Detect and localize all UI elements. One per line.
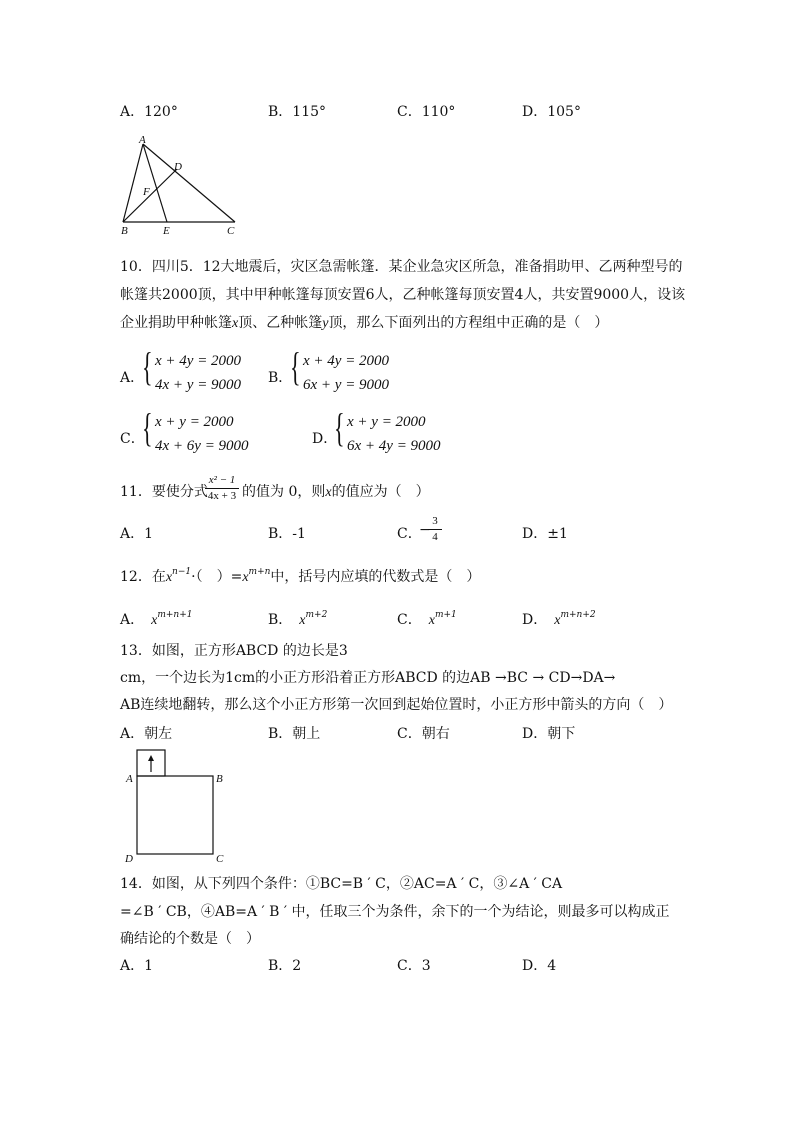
q11-text-b: 的值为 0，则x的值应为（ ） (242, 484, 430, 500)
label-e: E (163, 225, 170, 237)
q12-stem: 12．在$x^{n-1}\cdot$（ ）$=x^{m+n}$中，括号内应填的代数式是（ ） (120, 567, 481, 585)
q14-line-1: 14．如图，从下列四个条件：①BC=B ′ C，②AC=A ′ C，③∠A ′ CA (120, 876, 563, 892)
q13-option-b[interactable]: B．朝上 (268, 726, 321, 742)
label-a: A (126, 773, 133, 785)
q9-option-b[interactable]: B．115° (268, 104, 327, 120)
q10-line-2: 帐篷共2000顶，其中甲种帐篷每顶安置6人，乙种帐篷每顶安置4人，共安置9000人，设该 (120, 287, 686, 303)
q10-option-b-label[interactable]: B． (268, 370, 293, 386)
label-d: D (174, 161, 182, 173)
q14-line-2: =∠B ′ CB，④AB=A ′ B ′ 中，任取三个为条件，余下的一个为结论，则最多可以构成正 (120, 904, 670, 920)
q14-option-b[interactable]: B．2 (268, 958, 302, 974)
q9-option-c[interactable]: C．110° (397, 104, 456, 120)
q11-option-d[interactable]: D．±1 (522, 526, 568, 542)
q12-option-c[interactable]: C． $x^{m+1}$ (397, 610, 457, 628)
line-ac (143, 144, 235, 222)
q10-option-c-system[interactable]: { x + y = 2000 4x + 6y = 9000 (142, 405, 249, 454)
label-c: C (216, 853, 224, 865)
line-bd (123, 169, 177, 222)
label-c: C (227, 225, 235, 237)
q13-line-1: 13．如图，正方形ABCD 的边长是3 (120, 643, 348, 659)
q12-option-a[interactable]: A． $x^{m+n+1}$ (120, 610, 193, 628)
q12-option-d[interactable]: D． $x^{m+n+2}$ (522, 610, 596, 628)
label-f: F (143, 186, 150, 198)
label-d: D (125, 853, 133, 865)
q13-square-figure (120, 748, 232, 866)
q10-line-3: 企业捐助甲种帐篷x顶、乙种帐篷y顶，那么下面列出的方程组中正确的是（ ） (120, 315, 609, 331)
q14-line-3: 确结论的个数是（ ） (120, 931, 260, 947)
q11-fraction: x² − 1 4x + 3 (205, 474, 239, 503)
q11-text-a: 11．要使分式 (120, 484, 208, 500)
large-square (137, 776, 213, 854)
q11-option-a[interactable]: A．1 (120, 526, 154, 542)
q14-option-a[interactable]: A．1 (120, 958, 154, 974)
q9-option-a[interactable]: A．120° (120, 104, 178, 120)
q9-option-d[interactable]: D．105° (522, 104, 581, 120)
q10-option-d-system[interactable]: { x + y = 2000 6x + 4y = 9000 (334, 405, 441, 454)
q11-option-c-label[interactable]: C． (397, 526, 422, 542)
q14-option-d[interactable]: D．4 (522, 958, 557, 974)
q10-option-c-label[interactable]: C． (120, 431, 145, 447)
q13-option-c[interactable]: C．朝右 (397, 726, 450, 742)
label-b: B (121, 225, 128, 237)
q11-option-c-sign: − (419, 522, 431, 538)
q10-option-a-system[interactable]: { x + 4y = 2000 4x + y = 9000 (142, 344, 242, 393)
q10-option-d-label[interactable]: D． (312, 431, 338, 447)
label-a: A (139, 134, 146, 146)
q12-option-b[interactable]: B． $x^{m+2}$ (268, 610, 328, 628)
q13-option-d[interactable]: D．朝下 (522, 726, 576, 742)
label-b: B (216, 773, 223, 785)
up-arrow-icon (148, 755, 154, 772)
line-ab (123, 144, 143, 222)
q11-option-c-fraction[interactable]: 3 4 (428, 515, 442, 544)
q13-line-3: AB连续地翻转，那么这个小正方形第一次回到起始位置时，小正方形中箭头的方向（ ） (120, 697, 673, 713)
q13-option-a[interactable]: A．朝左 (120, 726, 173, 742)
q13-line-2: cm，一个边长为1cm的小正方形沿着正方形ABCD 的边AB →BC → CD→DA→ (120, 670, 616, 686)
q9-triangle-figure (115, 130, 250, 238)
q10-option-a-label[interactable]: A． (120, 370, 145, 386)
q14-option-c[interactable]: C．3 (397, 958, 431, 974)
q10-line-1: 10．四川5．12大地震后，灾区急需帐篷．某企业急灾区所急，准备捐助甲、乙两种型号的 (120, 259, 683, 275)
q11-option-b[interactable]: B．-1 (268, 526, 306, 542)
q10-option-b-system[interactable]: { x + 4y = 2000 6x + y = 9000 (290, 344, 390, 393)
